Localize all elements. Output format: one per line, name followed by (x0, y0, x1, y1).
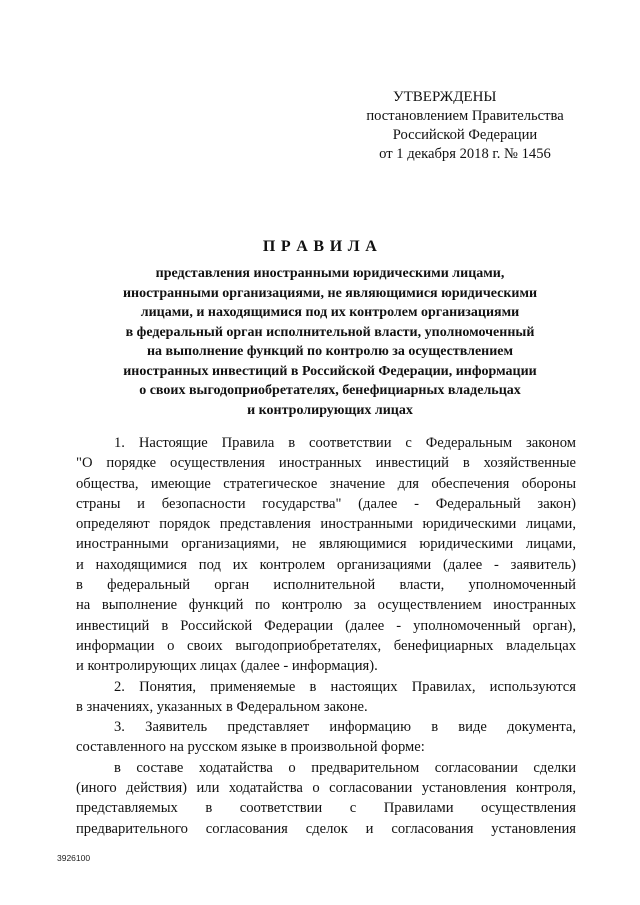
subtitle-line: иностранными организациями, не являющимися юридическими (122, 285, 538, 301)
body-line: общества, имеющие стратегическое значение для обеспечения обороны (76, 475, 576, 492)
body-line: в составе ходатайства о предварительном согласовании сделки (114, 759, 576, 776)
document-body (76, 433, 576, 839)
subtitle-line: о своих выгодоприобретателях, бенефициарных владельцах (139, 383, 521, 398)
subtitle-line: иностранных инвестиций в Российской Федерации, информации (123, 363, 537, 379)
body-line: инвестиций в Российской Федерации (далее - уполномоченный орган), (76, 617, 576, 634)
body-line: предварительного согласования сделок и согласования установления (76, 820, 576, 837)
approval-line-1: постановлением Правительства (366, 108, 564, 124)
body-line: 2. Понятия, применяемые в настоящих Правилах, используются (114, 678, 576, 695)
body-line: иностранными организациями, не являющимися юридическими лицами, (76, 536, 576, 553)
footer-code: 3926100 (57, 853, 91, 863)
approval-title: УТВЕРЖДЕНЫ (393, 89, 497, 105)
body-line: и находящимися под их контролем организациями (далее - заявитель) (76, 556, 576, 573)
body-line: информации о своих выгодоприобретателях, бенефициарных владельцах (76, 637, 576, 654)
subtitle-line: и контролирующих лицах (247, 402, 413, 418)
body-line: и контролирующих лицах (далее - информация). (76, 658, 378, 675)
body-line: в значениях, указанных в Федеральном законе. (76, 698, 368, 715)
body-line: 3. Заявитель представляет информацию в виде документа, (114, 719, 576, 736)
subtitle-line: на выполнение функций по контролю за осуществлением (146, 344, 514, 359)
body-line: на выполнение функций по контролю за осуществлением иностранных (76, 597, 576, 614)
body-line: составленного на русском языке в произвольной форме: (76, 739, 425, 756)
subtitle-line: лицами, и находящимися под их контролем организациями (140, 305, 520, 320)
document-subtitle (60, 264, 600, 420)
body-line: 1. Настоящие Правила в соответствии с Федеральным законом (114, 435, 576, 451)
body-line: "О порядке осуществления иностранных инвестиций в хозяйственные (76, 455, 576, 472)
body-line: определяют порядок представления иностранными юридическими лицами, (76, 516, 576, 533)
body-line: страны и безопасности государства" (далее - Федеральный закон) (76, 495, 576, 512)
subtitle-line: в федеральный орган исполнительной власти, уполномоченный (125, 324, 535, 340)
body-line: (иного действия) или ходатайства о согласовании установления контроля, (76, 780, 576, 797)
body-line: в федеральный орган исполнительной власти, уполномоченный (76, 577, 576, 594)
document-heading: П Р А В И Л А (262, 238, 378, 255)
approval-line-3: от 1 декабря 2018 г. № 1456 (379, 146, 551, 162)
subtitle-line: представления иностранными юридическими лицами, (155, 266, 505, 281)
approval-line-2: Российской Федерации (392, 127, 538, 143)
body-line: представляемых в соответствии с Правилами осуществления (76, 800, 576, 817)
approval-block (345, 88, 585, 164)
